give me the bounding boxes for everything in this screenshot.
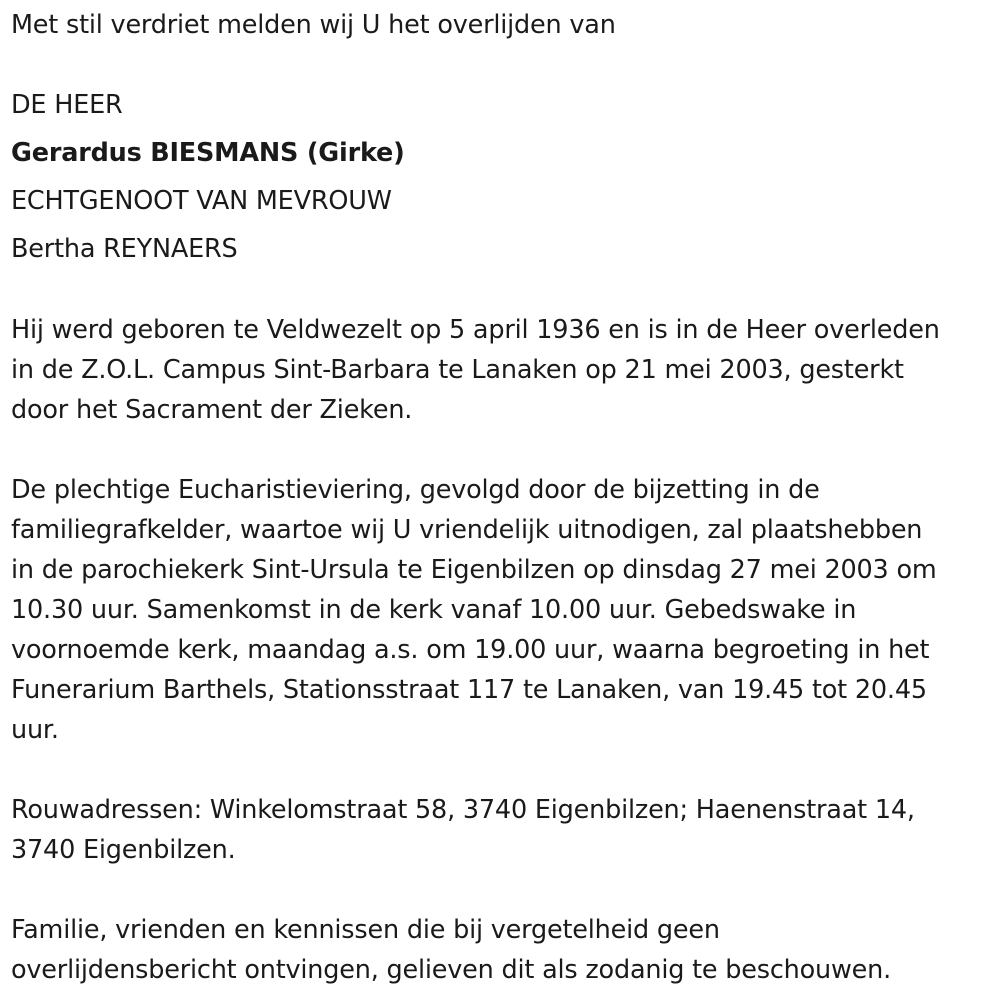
intro-text: Met stil verdriet melden wij U het overlijden van — [11, 10, 616, 40]
paragraph-line: Hij werd geboren te Veldwezelt op 5 april 1936 en is in de Heer overleden — [11, 315, 940, 345]
paragraph-line: familiegrafkelder, waartoe wij U vriendelijk uitnodigen, zal plaatshebben — [11, 515, 923, 545]
paragraph-line: in de parochiekerk Sint-Ursula te Eigenbilzen op dinsdag 27 mei 2003 om — [11, 555, 937, 585]
paragraph-line: voornoemde kerk, maandag a.s. om 19.00 uur, waarna begroeting in het — [11, 635, 930, 665]
paragraph-line: Familie, vrienden en kennissen die bij vergetelheid geen — [11, 915, 720, 945]
paragraph-line: Rouwadressen: Winkelomstraat 58, 3740 Eigenbilzen; Haenenstraat 14, — [11, 795, 915, 825]
spouse-label: ECHTGENOOT VAN MEVROUW — [11, 186, 392, 216]
honorific: DE HEER — [11, 90, 123, 120]
paragraph-line: 3740 Eigenbilzen. — [11, 835, 236, 865]
paragraph-line: Funerarium Barthels, Stationsstraat 117 te Lanaken, van 19.45 tot 20.45 — [11, 675, 927, 705]
spouse-name: Bertha REYNAERS — [11, 234, 238, 264]
paragraph-line: De plechtige Eucharistieviering, gevolgd door de bijzetting in de — [11, 475, 820, 505]
paragraph-line: 10.30 uur. Samenkomst in de kerk vanaf 10.00 uur. Gebedswake in — [11, 595, 857, 625]
paragraph-line: in de Z.O.L. Campus Sint-Barbara te Lanaken op 21 mei 2003, gesterkt — [11, 355, 904, 385]
paragraph-line: overlijdensbericht ontvingen, gelieven dit als zodanig te beschouwen. — [11, 955, 892, 985]
paragraph-line: uur. — [11, 715, 59, 745]
paragraph-line: door het Sacrament der Zieken. — [11, 395, 413, 425]
deceased-name: Gerardus BIESMANS (Girke) — [11, 138, 405, 168]
